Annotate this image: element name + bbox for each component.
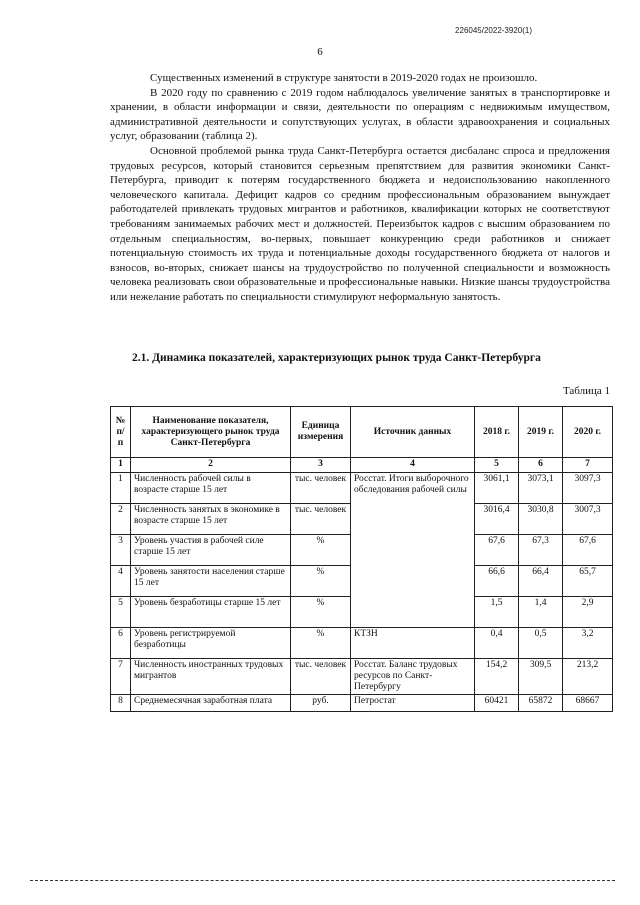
header-2020: 2020 г.	[563, 407, 613, 458]
row-value-2020: 3097,3	[563, 473, 613, 504]
row-value-2019: 67,3	[519, 535, 563, 566]
row-value-2020: 68667	[563, 695, 613, 712]
header-2018: 2018 г.	[475, 407, 519, 458]
table-row	[111, 473, 613, 504]
row-unit: руб.	[291, 695, 351, 712]
index-cell: 3	[291, 458, 351, 473]
row-value-2020: 3,2	[563, 628, 613, 659]
row-name: Уровень регистрируемой безработицы	[131, 628, 291, 659]
row-value-2019: 0,5	[519, 628, 563, 659]
row-value-2020: 2,9	[563, 597, 613, 628]
row-source: Петростат	[351, 695, 475, 712]
paragraph-2: В 2020 году по сравнению с 2019 годом наблюдалось увеличение занятых в транспортировке и хранении, в области информации и связи, деятельности по операциям с недвижимым имуществом, административной деятельности и сопутствующих услугах, в области здравоохранения и социальных услуг, образовании (таблица 2).	[110, 86, 610, 143]
row-name: Уровень участия в рабочей силе старше 15 лет	[131, 535, 291, 566]
row-name: Среднемесячная заработная плата	[131, 695, 291, 712]
table-row	[111, 695, 613, 712]
index-cell: 4	[351, 458, 475, 473]
column-index-row	[111, 458, 613, 473]
header-source: Источник данных	[351, 407, 475, 458]
row-unit: %	[291, 535, 351, 566]
document-id: 226045/2022-3920(1)	[455, 26, 532, 35]
table-header-row	[111, 407, 613, 458]
row-value-2018: 66,6	[475, 566, 519, 597]
row-unit: тыс. человек	[291, 659, 351, 695]
header-name: Наименование показателя, характеризующего рынок труда Санкт-Петербурга	[131, 407, 291, 458]
row-name: Уровень занятости населения старше 15 лет	[131, 566, 291, 597]
row-value-2019: 309,5	[519, 659, 563, 695]
row-unit: тыс. человек	[291, 473, 351, 504]
row-source: Росстат. Баланс трудовых ресурсов по Санкт-Петербургу	[351, 659, 475, 695]
row-value-2018: 60421	[475, 695, 519, 712]
row-value-2019: 65872	[519, 695, 563, 712]
row-value-2020: 67,6	[563, 535, 613, 566]
row-unit: %	[291, 566, 351, 597]
row-source: КТЗН	[351, 628, 475, 659]
row-num: 3	[111, 535, 131, 566]
body-text	[110, 71, 610, 305]
table-row	[111, 659, 613, 695]
index-cell: 2	[131, 458, 291, 473]
row-unit: тыс. человек	[291, 504, 351, 535]
index-cell: 5	[475, 458, 519, 473]
row-source-merged: Росстат. Итоги выборочного обследования рабочей силы	[351, 473, 475, 628]
header-num: № п/п	[111, 407, 131, 458]
row-value-2018: 67,6	[475, 535, 519, 566]
row-value-2020: 65,7	[563, 566, 613, 597]
row-name: Уровень безработицы старше 15 лет	[131, 597, 291, 628]
section-title: 2.1. Динамика показателей, характеризующих рынок труда Санкт-Петербурга	[132, 352, 541, 364]
row-unit: %	[291, 597, 351, 628]
index-cell: 7	[563, 458, 613, 473]
row-value-2019: 3073,1	[519, 473, 563, 504]
row-num: 8	[111, 695, 131, 712]
row-value-2019: 1,4	[519, 597, 563, 628]
row-num: 1	[111, 473, 131, 504]
index-cell: 1	[111, 458, 131, 473]
row-num: 5	[111, 597, 131, 628]
indicators-table	[110, 406, 613, 712]
row-value-2018: 3016,4	[475, 504, 519, 535]
table-row	[111, 628, 613, 659]
table-caption: Таблица 1	[562, 385, 610, 397]
row-num: 7	[111, 659, 131, 695]
scan-edge-line	[30, 880, 615, 881]
row-num: 2	[111, 504, 131, 535]
row-value-2020: 3007,3	[563, 504, 613, 535]
row-name: Численность рабочей силы в возрасте старше 15 лет	[131, 473, 291, 504]
row-num: 4	[111, 566, 131, 597]
row-value-2019: 66,4	[519, 566, 563, 597]
row-value-2018: 1,5	[475, 597, 519, 628]
row-value-2019: 3030,8	[519, 504, 563, 535]
row-value-2018: 154,2	[475, 659, 519, 695]
index-cell: 6	[519, 458, 563, 473]
header-unit: Единица измерения	[291, 407, 351, 458]
row-value-2018: 3061,1	[475, 473, 519, 504]
row-value-2018: 0,4	[475, 628, 519, 659]
row-name: Численность занятых в экономике в возрасте старше 15 лет	[131, 504, 291, 535]
row-value-2020: 213,2	[563, 659, 613, 695]
row-num: 6	[111, 628, 131, 659]
page-number: 6	[317, 46, 323, 58]
row-unit: %	[291, 628, 351, 659]
header-2019: 2019 г.	[519, 407, 563, 458]
paragraph-1: Существенных изменений в структуре занятости в 2019-2020 годах не произошло.	[150, 72, 538, 84]
row-name: Численность иностранных трудовых мигрантов	[131, 659, 291, 695]
paragraph-3: Основной проблемой рынка труда Санкт-Петербурга остается дисбаланс спроса и предложения трудовых ресурсов, который становится серьезным препятствием для развития экономики Санкт-Петербурга, приводит к потерям государственного бюджета и недоиспользованию накопленного человеческого капитала. Дефицит кадров со средним профессиональным образованием вынуждает работодателей привлекать трудовых мигрантов и работников, квалификации которых не соответствуют требованиям занимаемых рабочих мест и должностей. Переизбыток кадров с высшим образованием по отдельным специальностям, во-первых, повышает конкуренцию среди работников и снижает потенциальную стоимость их труда и потенциальные доходы государственного бюджета от налогов и взносов, во-вторых, снижает шансы на трудоустройство по полученной специальности и возможность человека реализовать свои образовательные и профессиональные навыки. Низкие шансы трудоустройства или нежелание работать по специальности стимулируют неформальную занятость.	[110, 144, 610, 303]
